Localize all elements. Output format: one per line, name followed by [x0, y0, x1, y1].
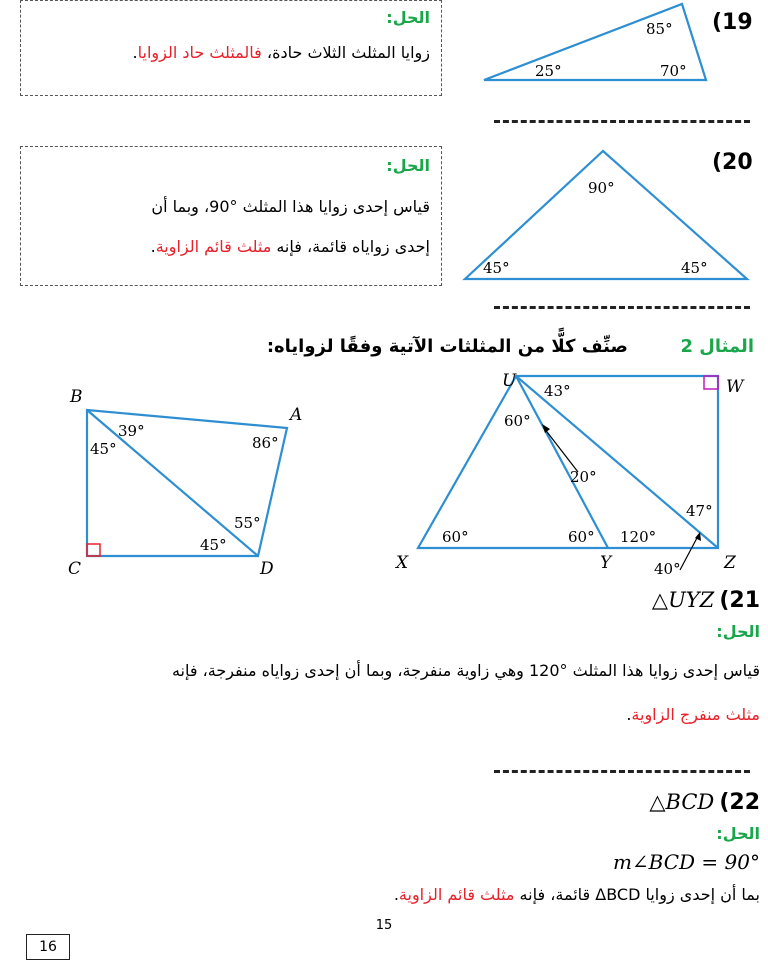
question-21-header	[590, 588, 760, 613]
solution-label-20: الحل:	[386, 156, 430, 175]
triangles-figure-right	[390, 372, 760, 582]
question-number-22: (22	[719, 790, 760, 815]
angle-label-60-X: 60°	[442, 528, 469, 546]
solution-text-20-plain: إحدى زواياه قائمة، فإنه	[271, 237, 430, 256]
angle-label-43: 43°	[544, 382, 571, 400]
solution-text-19-red: فالمثلث حاد الزوايا	[137, 43, 262, 62]
solution-text-21-line1: قياس إحدى زوايا هذا المثلث °120 وهي زاوية منفرجة، وبما أن إحدى زواياه منفرجة، فإنه	[171, 661, 760, 680]
angle-label-60-U: 60°	[504, 412, 531, 430]
vertex-label-X: X	[396, 553, 409, 573]
question-21-title: △UYZ	[651, 588, 715, 612]
solution-text-22	[200, 878, 760, 911]
angle-label-45-D: 45°	[200, 536, 227, 554]
angle-label-45-right: 45°	[681, 259, 708, 277]
angle-label-47: 47°	[686, 502, 713, 520]
angle-label-86: 86°	[252, 434, 279, 452]
equation-22: m∠BCD = 90°	[612, 850, 760, 874]
arrow-20-line	[544, 428, 578, 472]
solution-text-19-plain: زوايا المثلث الثلاث حادة،	[261, 43, 430, 62]
question-22-header	[590, 790, 760, 815]
vertex-label-Z: Z	[724, 553, 736, 573]
example-heading	[200, 336, 754, 357]
angle-label-40: 40°	[654, 560, 681, 578]
solution-label-22: الحل:	[716, 824, 760, 843]
vertex-label-W: W	[726, 377, 744, 397]
triangle-figure-20	[455, 145, 760, 285]
solution-text-22-end: .	[393, 885, 399, 904]
segment-UZ	[516, 376, 718, 548]
angle-label-45-B: 45°	[90, 440, 117, 458]
question-number-20: (20	[712, 150, 753, 175]
angle-label-45-left: 45°	[483, 259, 510, 277]
right-angle-marker-W	[704, 376, 718, 389]
page-number-center: 15	[375, 918, 393, 933]
vertex-label-A: A	[290, 405, 303, 425]
solution-label-19: الحل:	[386, 8, 430, 27]
vertex-label-B: B	[70, 387, 83, 407]
solution-text-20-line1: قياس إحدى زوايا هذا المثلث °90، وبما أن	[151, 197, 430, 216]
solution-text-21-end: .	[626, 705, 632, 724]
vertex-label-Y: Y	[600, 553, 612, 573]
angle-label-70: 70°	[660, 62, 687, 80]
angle-label-20: 20°	[570, 468, 597, 486]
solution-label-21: الحل:	[716, 622, 760, 641]
quadrilateral-UWZX	[418, 376, 718, 548]
solution-text-21-red: مثلث منفرج الزاوية	[631, 705, 760, 724]
angle-label-90: 90°	[588, 179, 615, 197]
solution-text-19	[30, 36, 430, 69]
quadrilateral-figure-left	[60, 378, 320, 578]
solution-text-19-end: .	[132, 43, 138, 62]
example-label: المثال 2	[680, 336, 754, 357]
question-number-19: (19	[712, 10, 753, 35]
separator-2	[494, 306, 750, 309]
segment-UY	[516, 376, 608, 548]
quadrilateral-ABCD	[87, 410, 287, 556]
solution-text-21-line2	[4, 698, 760, 731]
solution-text-22-red: مثلث قائم الزاوية	[398, 885, 515, 904]
question-22-title: △BCD	[649, 790, 715, 814]
arrow-40-line	[680, 536, 698, 570]
angle-label-25: 25°	[535, 62, 562, 80]
separator-3	[494, 770, 750, 773]
solution-text-22-plain: بما أن إحدى زوايا ΔBCD قائمة، فإنه	[514, 885, 760, 904]
angle-label-85: 85°	[646, 20, 673, 38]
solution-text-20-red: مثلث قائم الزاوية	[155, 237, 272, 256]
example-instruction: صنِّف كلًّا من المثلثات الآتية وفقًا لزواياه:	[266, 336, 628, 357]
solution-text-20-line2	[30, 230, 430, 263]
separator-1	[494, 120, 750, 123]
angle-label-39: 39°	[118, 422, 145, 440]
triangle-figure-19	[470, 0, 720, 90]
vertex-label-U: U	[502, 372, 517, 391]
diagonal-BD	[87, 410, 258, 556]
angle-label-120: 120°	[620, 528, 657, 546]
question-number-21: (21	[719, 588, 760, 613]
angle-label-60-Y: 60°	[568, 528, 595, 546]
page-number-box: 16	[26, 934, 70, 960]
angle-label-55: 55°	[234, 514, 261, 532]
vertex-label-D: D	[260, 559, 274, 578]
vertex-label-C: C	[68, 559, 82, 578]
solution-text-20-end: .	[150, 237, 156, 256]
right-angle-marker-C	[87, 544, 100, 556]
